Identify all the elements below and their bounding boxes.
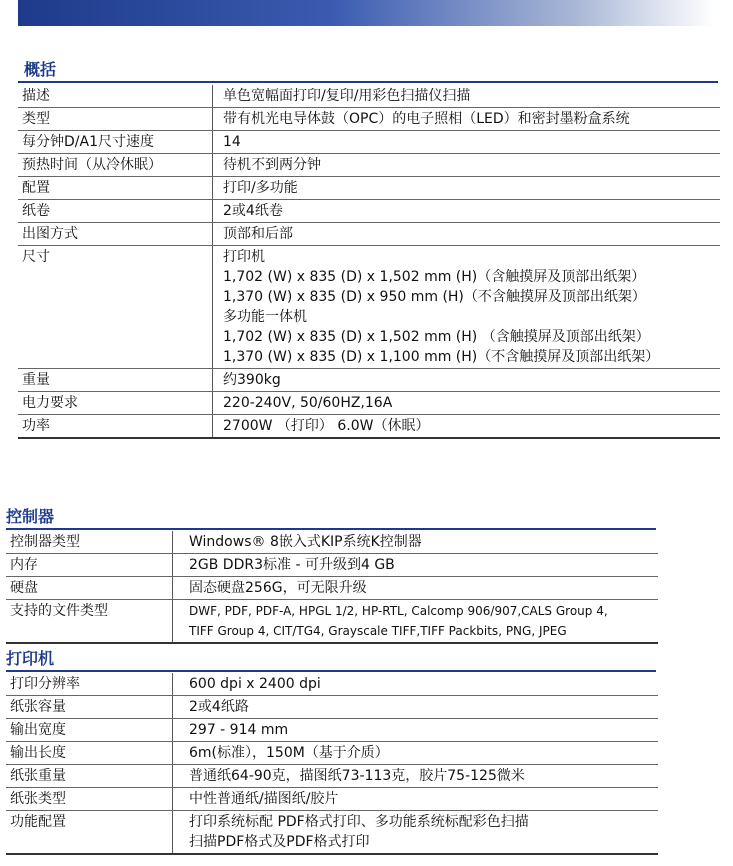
spec-value [173, 719, 659, 742]
spec-value-line: 2700W （打印） 6.0W（休眠） [223, 418, 430, 434]
spec-label: 类型 [18, 108, 213, 131]
spec-value-line: TIFF Group 4, CIT/TG4, Grayscale TIFF,TIFF Packbits, PNG, JPEG [189, 624, 567, 638]
spec-value-line: 2或4纸卷 [223, 203, 283, 219]
spec-value [213, 392, 721, 415]
spec-row [18, 108, 720, 131]
spec-row [18, 177, 720, 200]
spec-row [6, 531, 658, 554]
spec-label: 输出长度 [6, 742, 173, 765]
spec-label: 纸张容量 [6, 696, 173, 719]
spec-row [6, 554, 658, 577]
spec-label: 功能配置 [6, 811, 173, 855]
spec-value [173, 577, 659, 600]
spec-row [6, 577, 658, 600]
spec-label: 纸卷 [18, 200, 213, 223]
spec-label: 输出宽度 [6, 719, 173, 742]
spec-value-line: 2GB DDR3标准 - 可升级到4 GB [189, 557, 395, 573]
spec-value-line: 固态硬盘256G，可无限升级 [189, 580, 367, 596]
spec-row [18, 415, 720, 439]
spec-value-line: 多功能一体机 [223, 309, 307, 325]
spec-label: 控制器类型 [6, 531, 173, 554]
spec-value-line: 打印机 [223, 249, 265, 265]
spec-value-line: 6m(标准），150M（基于介质） [189, 745, 389, 761]
spec-row [6, 765, 658, 788]
spec-label: 出图方式 [18, 223, 213, 246]
spec-label: 支持的文件类型 [6, 600, 173, 644]
spec-label: 尺寸 [18, 246, 213, 369]
overview-table [18, 85, 720, 439]
section-title-overview: 概括 [24, 60, 57, 79]
header-banner [18, 0, 715, 26]
spec-value [173, 531, 659, 554]
spec-value-line: 单色宽幅面打印/复印/用彩色扫描仪扫描 [223, 88, 471, 104]
spec-row [6, 673, 658, 696]
spec-value [213, 108, 721, 131]
spec-row [6, 600, 658, 644]
spec-value-line: 打印系统标配 PDF格式打印、多功能系统标配彩色扫描 [189, 814, 529, 830]
spec-value-line: 待机不到两分钟 [223, 157, 321, 173]
spec-row [18, 246, 720, 369]
printer-table [6, 673, 658, 855]
spec-label: 重量 [18, 369, 213, 392]
spec-label: 纸张类型 [6, 788, 173, 811]
section-title-controller: 控制器 [6, 507, 55, 526]
spec-value-line: 带有机光电导体鼓（OPC）的电子照相（LED）和密封墨粉盒系统 [223, 111, 630, 127]
spec-value-line: 14 [223, 134, 241, 150]
spec-value-line: 中性普通纸/描图纸/胶片 [189, 791, 339, 807]
spec-value [173, 673, 659, 696]
spec-value-line: Windows® 8嵌入式KIP系统K控制器 [189, 534, 422, 550]
spec-row [18, 392, 720, 415]
spec-label: 配置 [18, 177, 213, 200]
spec-value [213, 369, 721, 392]
spec-value-line: 扫描PDF格式及PDF格式打印 [189, 834, 370, 850]
spec-value [173, 554, 659, 577]
spec-label: 预热时间（从冷休眠） [18, 154, 213, 177]
controller-table [6, 531, 658, 644]
spec-value-line: 打印/多功能 [223, 180, 298, 196]
spec-value [173, 811, 659, 855]
spec-value-line: 2或4纸路 [189, 699, 249, 715]
spec-label: 打印分辨率 [6, 673, 173, 696]
spec-row [18, 200, 720, 223]
spec-row [18, 131, 720, 154]
spec-value-line: 297 - 914 mm [189, 722, 289, 738]
spec-value-line: DWF, PDF, PDF-A, HPGL 1/2, HP-RTL, Calcomp 906/907,CALS Group 4, [189, 604, 608, 618]
spec-value [213, 154, 721, 177]
section-title-printer: 打印机 [6, 649, 55, 668]
spec-row [6, 719, 658, 742]
spec-row [6, 742, 658, 765]
spec-row [18, 154, 720, 177]
spec-value-line: 1,702 (W) x 835 (D) x 1,502 mm (H) （含触摸屏及顶部出纸架） [223, 329, 650, 345]
spec-value [213, 85, 721, 108]
section-rule-overview [18, 81, 718, 83]
spec-row [18, 223, 720, 246]
spec-value-line: 1,370 (W) x 835 (D) x 950 mm (H)（不含触摸屏及顶部出纸架） [223, 289, 646, 305]
spec-label: 纸张重量 [6, 765, 173, 788]
spec-value [213, 223, 721, 246]
spec-value-line: 1,370 (W) x 835 (D) x 1,100 mm (H)（不含触摸屏及顶部出纸架） [223, 349, 660, 365]
spec-label: 内存 [6, 554, 173, 577]
spec-value-line: 顶部和后部 [223, 226, 293, 242]
spec-row [18, 369, 720, 392]
spec-label: 电力要求 [18, 392, 213, 415]
spec-value-line: 1,702 (W) x 835 (D) x 1,502 mm (H)（含触摸屏及顶部出纸架） [223, 269, 646, 285]
spec-label: 每分钟D/A1尺寸速度 [18, 131, 213, 154]
spec-label: 硬盘 [6, 577, 173, 600]
spec-value [213, 131, 721, 154]
spec-value [213, 200, 721, 223]
spec-label: 描述 [18, 85, 213, 108]
section-rule-printer [6, 670, 656, 672]
spec-value-line: 普通纸64-90克，描图纸73-113克，胶片75-125微米 [189, 768, 525, 784]
spec-value [213, 177, 721, 200]
section-rule-controller [6, 528, 656, 530]
spec-value [173, 765, 659, 788]
spec-value [173, 600, 659, 644]
spec-value [173, 742, 659, 765]
spec-value [213, 415, 721, 439]
spec-label: 功率 [18, 415, 213, 439]
spec-value-line: 220-240V, 50/60HZ,16A [223, 395, 393, 411]
spec-value-line: 约390kg [223, 372, 281, 388]
spec-row [6, 696, 658, 719]
spec-value [173, 788, 659, 811]
spec-row [6, 788, 658, 811]
spec-value-line: 600 dpi x 2400 dpi [189, 676, 321, 692]
spec-row [18, 85, 720, 108]
spec-value [213, 246, 721, 369]
spec-value [173, 696, 659, 719]
spec-row [6, 811, 658, 855]
